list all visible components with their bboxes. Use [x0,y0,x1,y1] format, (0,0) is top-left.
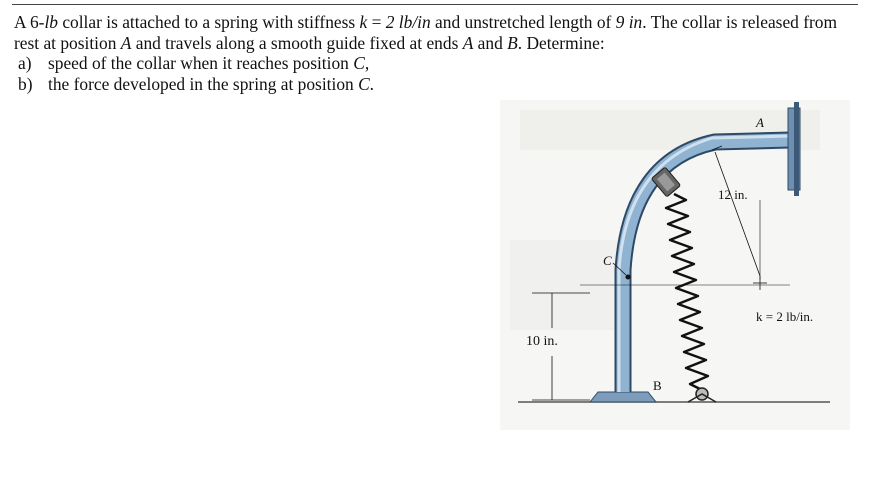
part-a [14,53,859,74]
intro-text: collar is attached to a spring with stiffness [57,12,360,32]
var-A: A [120,32,132,53]
top-rule [12,4,858,5]
part-text-before: speed of the collar when it reaches position [48,53,354,73]
part-text [42,74,374,95]
dim-10-label: 10 in. [526,334,558,349]
part-text-after: , [364,53,370,73]
label-b: B [653,378,662,393]
label-c: C [603,253,612,268]
stiffness-value: 2 lb/in [385,12,431,32]
var-B: B [507,32,518,53]
part-label: b) [18,73,33,94]
part-text-after: . [369,73,375,94]
point-c-dot [626,275,631,280]
intro-text: . The collar is released from rest at position [14,12,838,53]
intro-text: and unstretched length of [430,12,616,32]
part-b [14,74,859,95]
unstretched-length: 9 in [615,12,643,32]
unit-lb: lb [44,12,58,32]
problem-statement [14,12,859,94]
var-C: C [358,73,370,94]
base-plate [590,392,656,402]
intro-text: . Determine: [517,32,605,53]
part-text [42,53,369,74]
intro-text: = [367,12,386,32]
label-a: A [756,115,764,130]
problem-intro [14,12,859,53]
wall-plate-edge [794,102,799,196]
spring-stiffness-label: k = 2 lb/in. [756,309,814,324]
var-A: A [462,32,474,53]
figure-svg [490,100,860,440]
intro-text: A 6- [14,12,45,32]
part-label: a) [18,53,32,73]
var-k: k [359,12,368,32]
intro-text: and travels along a smooth guide fixed at ends [131,32,463,53]
collar-spring-figure [490,100,860,440]
var-C: C [353,53,365,73]
part-text-before: the force developed in the spring at position [48,73,359,94]
dim-12-label: 12 in. [718,187,748,202]
intro-text: and [473,32,508,53]
